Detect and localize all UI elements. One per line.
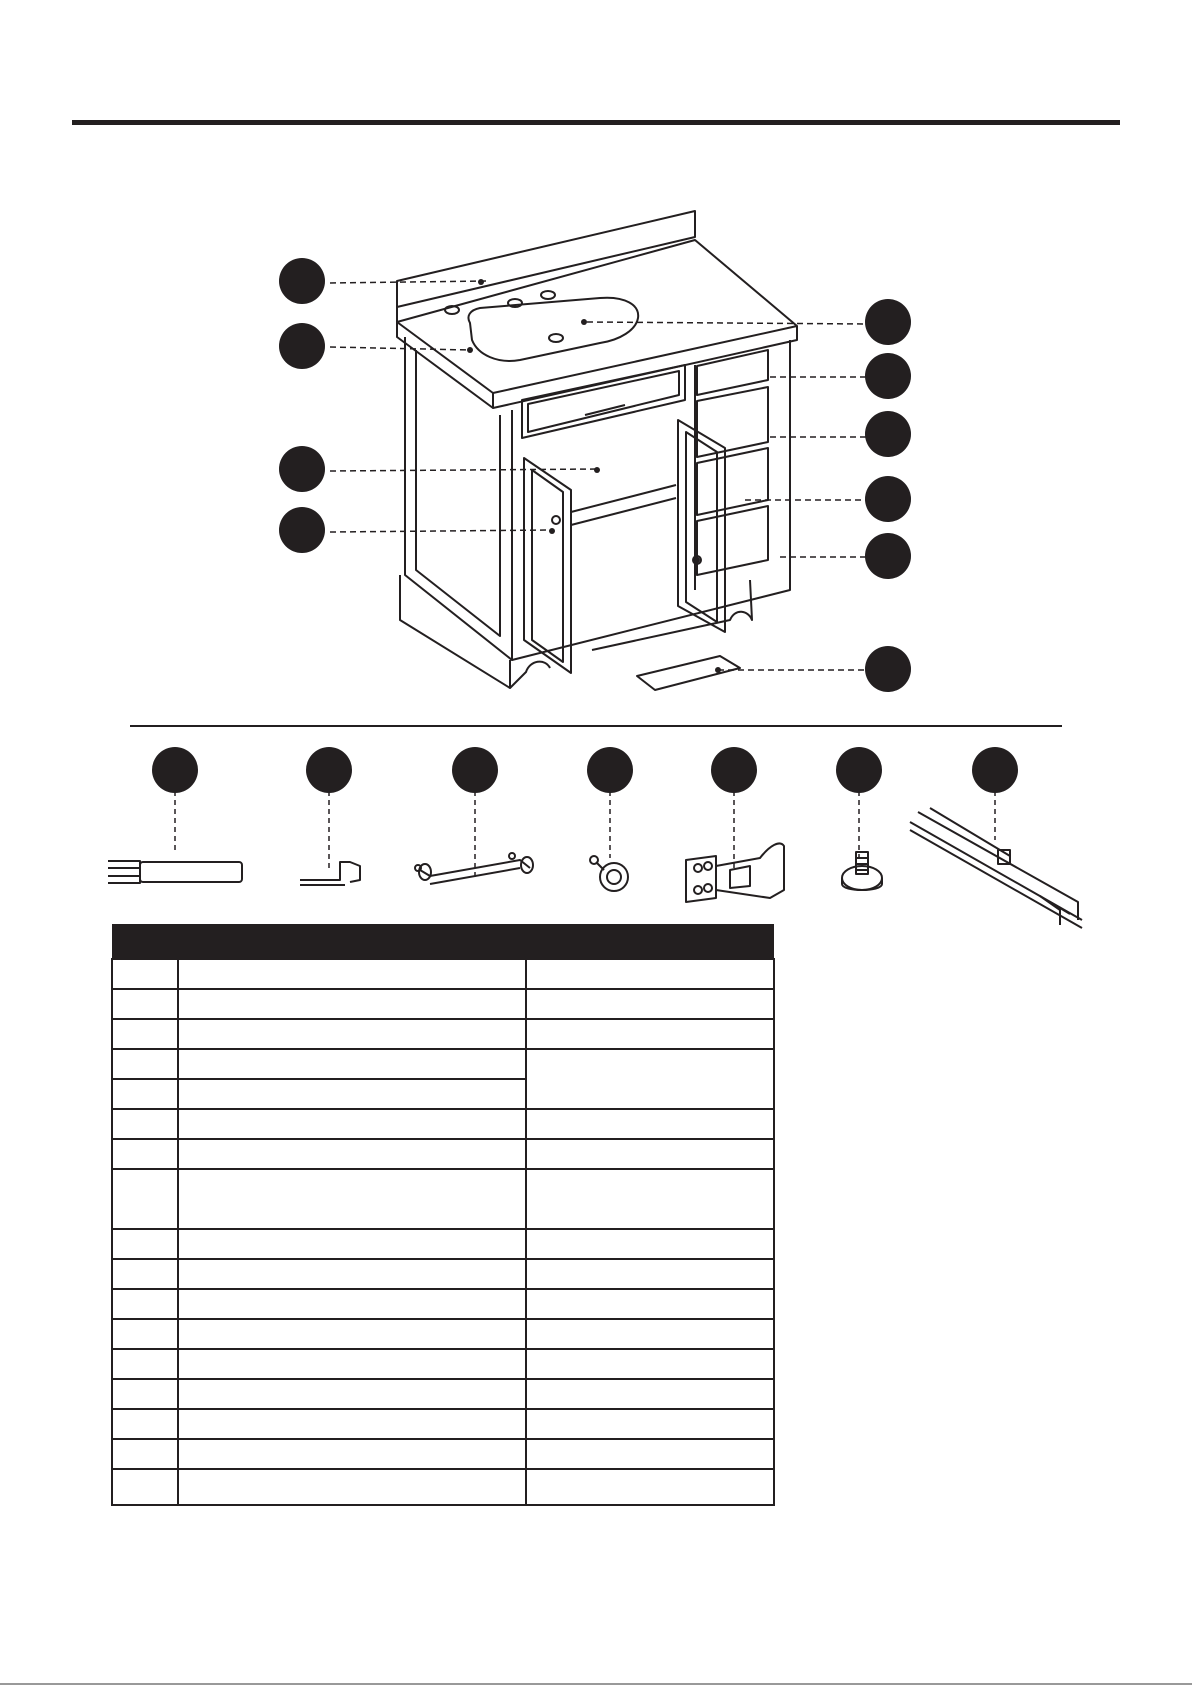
- table-row: [112, 1349, 774, 1379]
- wide-drawer: [522, 365, 685, 438]
- dowel-icon: [108, 861, 242, 883]
- table-row: [112, 1439, 774, 1469]
- table-row: [112, 1409, 774, 1439]
- table-row: [112, 1139, 774, 1169]
- table-row: [112, 1229, 774, 1259]
- header-cell-description: [178, 924, 526, 959]
- section-divider: [130, 725, 1062, 727]
- callout-circle-second-drawer: [865, 411, 911, 457]
- header-cell-quantity: [526, 924, 774, 959]
- knob-icon: [590, 856, 628, 891]
- table-row: [112, 1289, 774, 1319]
- drawer-pull-icon: [415, 853, 533, 884]
- callout-circle-slide: [972, 747, 1018, 793]
- callout-circle-backsplash: [279, 258, 325, 304]
- callout-circle-shelf: [279, 446, 325, 492]
- table-row: [112, 1259, 774, 1289]
- backsplash: [397, 211, 695, 322]
- table-header-row: [112, 924, 774, 959]
- table-row: [112, 1109, 774, 1139]
- callout-circle-pull: [452, 747, 498, 793]
- callout-circle-sink: [865, 299, 911, 345]
- table-row: [112, 989, 774, 1019]
- callout-circle-hinge: [711, 747, 757, 793]
- table-row: [112, 1379, 774, 1409]
- callout-circle-foot: [836, 747, 882, 793]
- sink-basin: [468, 298, 638, 361]
- callout-circle-dowel: [152, 747, 198, 793]
- toe-kick-panel: [637, 656, 740, 690]
- parts-list-table: [111, 924, 775, 1506]
- callout-circle-knob: [587, 747, 633, 793]
- callout-circle-toe-kick: [865, 646, 911, 692]
- table-row: [112, 1169, 774, 1229]
- right-door: [678, 420, 725, 632]
- callout-circle-shelf-pin: [306, 747, 352, 793]
- cabinet-plinth: [400, 575, 752, 688]
- right-drawer-stack: [697, 350, 768, 575]
- leveling-foot-icon: [842, 852, 882, 890]
- callout-circle-top-drawer: [865, 353, 911, 399]
- table-row: [112, 1319, 774, 1349]
- left-door: [524, 458, 571, 673]
- table-row: [112, 1469, 774, 1505]
- callout-circle-countertop: [279, 323, 325, 369]
- table-row: [112, 1049, 774, 1079]
- countertop: [397, 240, 797, 408]
- callout-circle-bottom-drawer: [865, 533, 911, 579]
- callout-circle-door: [279, 507, 325, 553]
- callout-circle-third-drawer: [865, 476, 911, 522]
- cabinet-left-side: [405, 337, 512, 660]
- hinge-icon: [686, 843, 784, 902]
- shelf-pin-icon: [300, 862, 360, 885]
- table-row: [112, 1019, 774, 1049]
- table-row: [112, 959, 774, 989]
- interior-shelf: [571, 485, 676, 525]
- header-cell-part: [112, 924, 178, 959]
- drawer-slide-icon: [910, 808, 1082, 928]
